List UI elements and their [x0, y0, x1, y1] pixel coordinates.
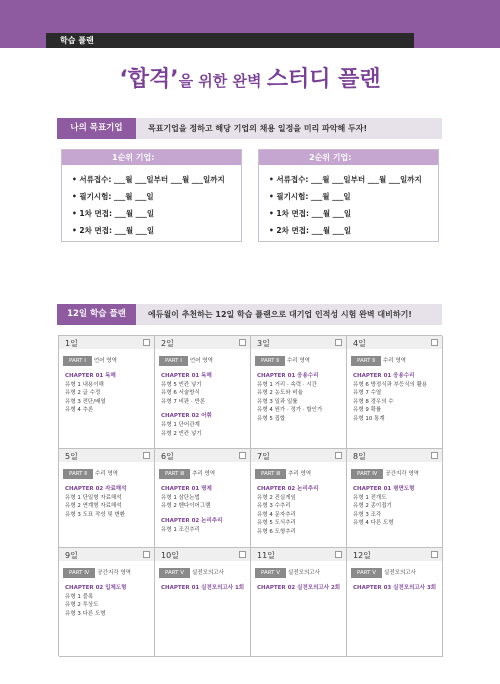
plan-section-description: 에듀윌이 추천하는 12일 학습 플랜으로 대기업 인적성 시험 완벽 대비하기! — [148, 310, 412, 319]
goal-section-bar — [57, 118, 442, 139]
day-checkbox[interactable] — [143, 339, 150, 346]
type-item: 유형 1 내용이해 — [65, 382, 104, 388]
area-label: 수리 영역 — [94, 471, 118, 477]
part-tag: PART Ⅴ — [159, 568, 190, 578]
title-main: 스터디 플랜 — [266, 67, 381, 92]
day-label: 12일 — [353, 551, 371, 560]
day-checkbox[interactable] — [431, 551, 438, 558]
part-row — [63, 356, 117, 366]
type-item: 유형 4 추론 — [65, 407, 94, 414]
day-label: 3일 — [257, 339, 270, 348]
area-label: 수리 영역 — [382, 358, 406, 364]
day-content — [257, 582, 344, 593]
day-content — [65, 483, 152, 519]
day-content — [257, 483, 344, 536]
type-item: 유형 6 방정식과 부등식의 활용 — [353, 382, 428, 388]
header-edge — [414, 33, 500, 48]
day-cell — [347, 548, 443, 657]
goal-section-label: 나의 목표기업 — [57, 118, 136, 139]
goal-section-description: 목표기업을 정하고 해당 기업의 채용 일정을 미리 파악해 두자! — [148, 124, 368, 133]
type-item: 유형 1 단일형 자료해석 — [65, 495, 122, 501]
day-content — [353, 582, 440, 593]
part-tag: PART Ⅳ — [351, 469, 383, 479]
day-content — [65, 370, 152, 415]
type-item: 유형 3 일과 일률 — [257, 398, 298, 405]
day-content — [353, 370, 440, 423]
type-item: 유형 6 도형추리 — [257, 528, 296, 535]
part-tag: PART Ⅲ — [159, 469, 190, 479]
part-tag: PART Ⅴ — [255, 568, 286, 578]
chapter-title: CHAPTER 01 실전모의고사 1회 — [161, 585, 245, 591]
part-tag: PART Ⅳ — [63, 568, 95, 578]
day-cell — [347, 336, 443, 449]
type-item: 유형 7 비판 · 반론 — [161, 398, 206, 405]
title-quote: ‘합격’ — [119, 67, 179, 92]
part-row — [351, 356, 406, 366]
title-middle: 을 위한 완벽 — [178, 72, 267, 90]
part-row — [63, 568, 131, 578]
day-checkbox[interactable] — [431, 339, 438, 346]
chapter-title: CHAPTER 01 응용수리 — [257, 373, 319, 379]
area-label: 공간지각 영역 — [385, 471, 419, 477]
day-content — [65, 582, 152, 618]
part-tag: PART Ⅱ — [255, 356, 285, 366]
type-item: 유형 2 빈칸 넣기 — [161, 430, 202, 437]
type-item: 유형 1 블록 — [65, 594, 94, 600]
part-row — [351, 469, 419, 479]
goal-line-written-test: • 필기시험: ___월 ___일 — [72, 192, 154, 201]
study-plan-grid — [58, 335, 442, 656]
day-cell — [155, 449, 251, 548]
goal-line-second-interview: • 2차 면접: ___월 ___일 — [72, 226, 155, 235]
chapter-title: CHAPTER 01 명제 — [161, 486, 212, 492]
area-label: 언어 영역 — [189, 358, 213, 364]
type-item: 유형 2 투상도 — [65, 602, 99, 609]
chapter-title: CHAPTER 03 실전모의고사 3회 — [353, 585, 437, 591]
header-tab: 학습 플랜 — [46, 33, 414, 48]
part-row — [159, 568, 224, 578]
type-item: 유형 2 종이접기 — [353, 503, 392, 510]
goal-line-document: • 서류접수: ___월 ___일부터 ___월 ___일까지 — [269, 175, 422, 184]
day-label: 10일 — [161, 551, 179, 560]
area-label: 실전모의고사 — [384, 570, 416, 576]
day-checkbox[interactable] — [143, 551, 150, 558]
part-tag: PART Ⅴ — [351, 568, 382, 578]
day-checkbox[interactable] — [239, 551, 246, 558]
day-label: 11일 — [257, 551, 275, 560]
part-row — [159, 356, 213, 366]
type-item: 유형 5 빈칸 넣기 — [161, 382, 202, 388]
goal-line-document: • 서류접수: ___월 ___일부터 ___월 ___일까지 — [72, 175, 225, 184]
day-checkbox[interactable] — [335, 551, 342, 558]
type-item: 유형 9 확률 — [353, 407, 382, 414]
day-label: 4일 — [353, 339, 366, 348]
page-title — [0, 62, 500, 93]
day-checkbox[interactable] — [431, 452, 438, 459]
day-cell — [59, 336, 155, 449]
type-item: 유형 1 조건추리 — [161, 526, 200, 533]
type-item: 유형 3 수추리 — [257, 503, 291, 510]
chapter-title: CHAPTER 01 독해 — [161, 373, 212, 379]
day-checkbox[interactable] — [335, 452, 342, 459]
day-label: 1일 — [65, 339, 78, 348]
goal-line-first-interview: • 1차 면접: ___월 ___일 — [72, 209, 155, 218]
part-tag: PART Ⅰ — [63, 356, 92, 366]
type-item: 유형 3 다른 도형 — [65, 610, 106, 617]
day-content — [353, 483, 440, 528]
area-label: 실전모의고사 — [192, 570, 224, 576]
type-item: 유형 3 도표 작성 및 변환 — [65, 511, 126, 518]
day-label: 9일 — [65, 551, 78, 560]
day-cell — [155, 548, 251, 657]
type-item: 유형 10 통계 — [353, 415, 385, 422]
area-label: 언어 영역 — [93, 358, 117, 364]
type-item: 유형 8 경우의 수 — [353, 398, 394, 405]
type-item: 유형 2 글 수정 — [65, 390, 101, 397]
type-item: 유형 1 단어관계 — [161, 422, 200, 429]
area-label: 실전모의고사 — [288, 570, 320, 576]
goal-line-second-interview: • 2차 면접: ___월 ___일 — [269, 226, 352, 235]
type-item: 유형 2 벤다이어그램 — [161, 503, 211, 510]
day-checkbox[interactable] — [143, 452, 150, 459]
type-item: 유형 2 진실게임 — [257, 495, 296, 501]
goal-box-title: 1순위 기업: — [62, 150, 241, 165]
day-cell — [59, 449, 155, 548]
part-row — [255, 469, 311, 479]
day-content — [161, 483, 248, 534]
part-tag: PART Ⅲ — [255, 469, 286, 479]
day-cell — [251, 548, 347, 657]
plan-section-label: 12일 학습 플랜 — [57, 304, 136, 325]
part-row — [351, 568, 416, 578]
chapter-title: CHAPTER 01 응용수리 — [353, 373, 415, 379]
type-item: 유형 5 도식추리 — [257, 520, 296, 527]
goal-box-first — [61, 149, 242, 242]
goal-box-second — [258, 149, 439, 242]
day-label: 6일 — [161, 452, 174, 461]
type-item: 유형 3 전단/배열 — [65, 398, 106, 405]
day-cell — [347, 449, 443, 548]
day-content — [161, 582, 248, 593]
part-row — [159, 469, 215, 479]
type-item: 유형 6 서술방식 — [161, 390, 200, 397]
day-cell — [59, 548, 155, 657]
day-cell — [155, 336, 251, 449]
type-item: 유형 1 거리 · 속력 · 시간 — [257, 382, 317, 388]
chapter-title: CHAPTER 02 자료해석 — [65, 486, 127, 492]
area-label: 수리 영역 — [286, 358, 310, 364]
goal-line-first-interview: • 1차 면접: ___월 ___일 — [269, 209, 352, 218]
part-tag: PART Ⅱ — [63, 469, 93, 479]
type-item: 유형 2 농도와 비율 — [257, 390, 303, 397]
goal-line-written-test: • 필기시험: ___월 ___일 — [269, 192, 351, 201]
day-checkbox[interactable] — [239, 452, 246, 459]
day-cell — [251, 336, 347, 449]
day-label: 5일 — [65, 452, 78, 461]
day-label: 7일 — [257, 452, 270, 461]
area-label: 공간지각 영역 — [97, 570, 131, 576]
type-item: 유형 2 연계형 자료해석 — [65, 503, 122, 510]
chapter-title: CHAPTER 01 독해 — [65, 373, 116, 379]
type-item: 유형 1 삼단논법 — [161, 495, 200, 501]
part-row — [63, 469, 118, 479]
part-row — [255, 356, 310, 366]
chapter-title: CHAPTER 02 입체도형 — [65, 585, 127, 591]
day-label: 2일 — [161, 339, 174, 348]
chapter-title: CHAPTER 02 논리추리 — [257, 486, 319, 492]
type-item: 유형 3 조각 — [353, 511, 382, 518]
day-label: 8일 — [353, 452, 366, 461]
part-tag: PART Ⅱ — [351, 356, 381, 366]
chapter-title: CHAPTER 02 실전모의고사 2회 — [257, 585, 341, 591]
part-tag: PART Ⅰ — [159, 356, 188, 366]
type-item: 유형 1 전개도 — [353, 495, 387, 501]
goal-box-title: 2순위 기업: — [259, 150, 438, 165]
chapter-title: CHAPTER 02 어휘 — [161, 413, 212, 420]
part-row — [255, 568, 320, 578]
type-item: 유형 5 집합 — [257, 415, 286, 422]
area-label: 추리 영역 — [192, 471, 216, 477]
day-checkbox[interactable] — [239, 339, 246, 346]
day-content — [161, 370, 248, 438]
plan-section-bar — [57, 304, 442, 325]
type-item: 유형 4 원가 · 정가 · 할인가 — [257, 407, 323, 414]
day-checkbox[interactable] — [335, 339, 342, 346]
day-content — [257, 370, 344, 423]
chapter-title: CHAPTER 01 평면도형 — [353, 486, 415, 492]
type-item: 유형 4 문자추리 — [257, 511, 296, 518]
type-item: 유형 4 다른 도형 — [353, 520, 394, 527]
type-item: 유형 7 수열 — [353, 390, 382, 397]
day-cell — [251, 449, 347, 548]
chapter-title: CHAPTER 02 논리추리 — [161, 517, 223, 524]
area-label: 추리 영역 — [288, 471, 312, 477]
